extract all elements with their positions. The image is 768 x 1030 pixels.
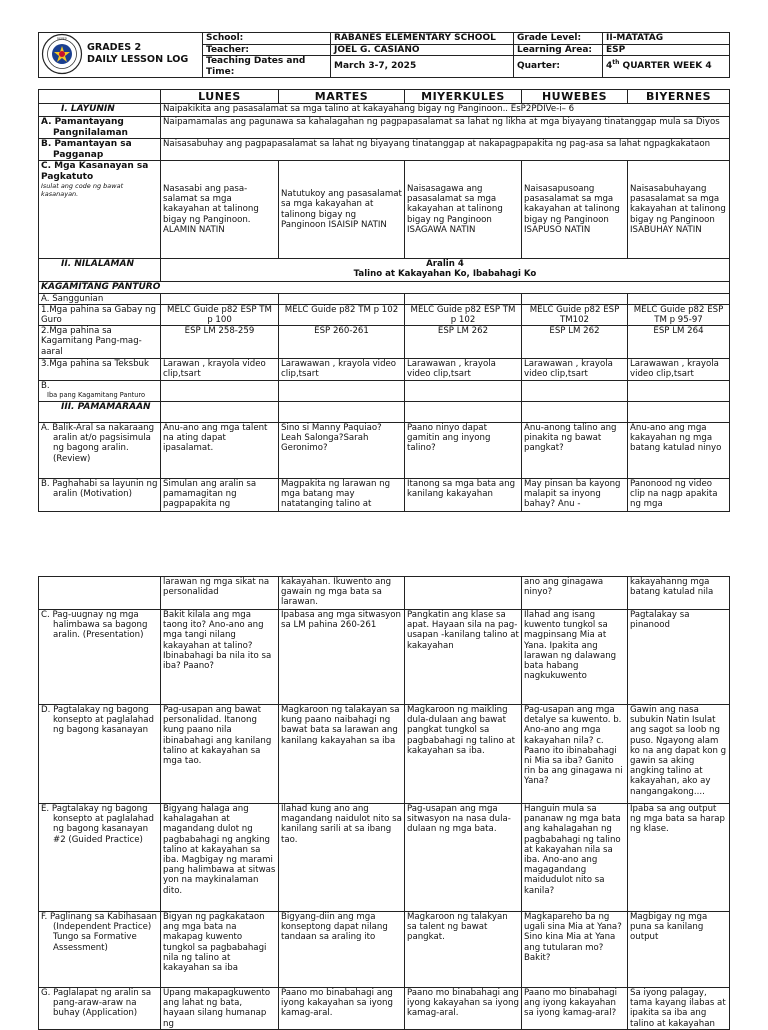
svg-text:DEPED: DEPED bbox=[56, 36, 68, 41]
teksbuk-label: 3.Mga pahina sa Teksbuk bbox=[39, 359, 161, 380]
kasanayan-note: Isulat ang code ng bawat kasanayan. bbox=[41, 182, 124, 198]
lm-biyernes: ESP LM 264 bbox=[628, 326, 730, 359]
kasanayan-label-cell bbox=[39, 161, 161, 259]
paghahabi-biyernes: Panonood ng video clip na nagp apakita ng mga bbox=[628, 478, 730, 511]
pamantayan-sa-pagganap-label: B. Pamantayan sa Pagganap bbox=[39, 139, 161, 161]
teksbuk-lunes: Larawan , krayola video clip,tsart bbox=[161, 359, 279, 380]
pagtalakay-1-lunes: Pag-usapan ang bawat personalidad. Itanong kung paano nila ibinabahagi ang kanilang talino at kakayahan sa mga tao. bbox=[161, 705, 279, 804]
gabay-martes: MELC Guide p82 TM p 102 bbox=[279, 304, 405, 325]
paglinang-biyernes: Magbigay ng mga puna sa kanilang output bbox=[628, 912, 730, 988]
balik-aral-biyernes: Anu-ano ang mga kakayahan ng mga batang katulad ninyo bbox=[628, 422, 730, 478]
log-title bbox=[83, 42, 188, 65]
pagtalakay-1-label: D. Pagtalakay ng bagong konsepto at paglalahad ng bagong kasanayan bbox=[39, 705, 161, 804]
learning-area-value: ESP bbox=[603, 44, 730, 56]
layunin-title: I. LAYUNIN bbox=[39, 104, 161, 117]
gabay-miyerkules: MELC Guide p82 ESP TM p 102 bbox=[405, 304, 522, 325]
kasanayan-lunes: Nasasabi ang pasa-salamat sa mga kakayahan at talinong bigay ng Panginoon. ALAMIN NATIN bbox=[161, 161, 279, 259]
teacher-value: JOEL G. CASIANO bbox=[331, 44, 514, 56]
layunin-text: Naipakikita ang pasasalamat sa mga talino at kakayahang bigay ng Panginoon.. EsP2PDIVe-i– 6 bbox=[161, 104, 730, 117]
pagtalakay-2-biyernes: Ipaba sa ang output ng mga bata sa harap ng klase. bbox=[628, 804, 730, 912]
aralin-number: Aralin 4 bbox=[426, 259, 464, 269]
paghahabi-cont-martes: kakayahan. Ikuwento ang gawain ng mga bata sa larawan. bbox=[279, 577, 405, 610]
iba-pang-kagamitan-label: Iba pang Kagamitang Panturo bbox=[47, 390, 146, 399]
pagtalakay-2-martes: Ilahad kung ano ang magandang naidulot nito sa kanilang sarili at sa ibang tao. bbox=[279, 804, 405, 912]
pagtalakay-2-lunes: Bigyang halaga ang kahalagahan at magandang dulot ng pagbabahagi ng angking talino at kakayahan sa iba. Magbigay ng marami pang halimbawa at sitwas yon na maykinalaman dito. bbox=[161, 804, 279, 912]
grade-level-label: Grade Level: bbox=[514, 33, 603, 45]
grades-line: GRADES 2 bbox=[87, 42, 142, 54]
paghahabi-cont-miyerkules bbox=[405, 577, 522, 610]
pagtalakay-1-huwebes: Pag-usapan ang mga detalye sa kuwento. b. Ano-ano ang mga kakayahan nila? c. Paano ito ibinabahagi ni Mia sa iba? Ganito rin ba ang ginagawa ni Yana? bbox=[522, 705, 628, 804]
paglalapat-label: G. Paglalapat ng aralin sa pang-araw-araw na buhay (Application) bbox=[39, 988, 161, 1030]
paglinang-huwebes: Magkapareho ba ng ugali sina Mia at Yana? Sino kina Mia at Yana ang tutularan mo? Bakit? bbox=[522, 912, 628, 988]
pag-uugnay-label: C. Pag-uugnay ng mga halimbawa sa bagong aralin. (Presentation) bbox=[39, 610, 161, 705]
kasanayan-label: C. Mga Kasanayan sa Pagkatuto bbox=[41, 161, 149, 182]
pag-uugnay-lunes: Bakit kilala ang mga taong ito? Ano-ano ang mga tangi nilang kakayahan at talino? Ibinabahagi ba nila ito sa iba? Paano? bbox=[161, 610, 279, 705]
aralin-title: Talino at Kakayahan Ko, Ibabahagi Ko bbox=[353, 269, 537, 280]
paglinang-lunes: Bigyan ng pagkakataon ang mga bata na makapag kuwento tungkol sa pagbabahagi nila ng talino at kakayahan sa iba bbox=[161, 912, 279, 988]
quarter-value: 4th QUARTER WEEK 4 bbox=[603, 56, 730, 78]
pagtalakay-2-miyerkules: Pag-usapan ang mga sitwasyon na nasa dula-dulaan ng mga bata. bbox=[405, 804, 522, 912]
school-label: School: bbox=[203, 33, 331, 45]
paglalapat-miyerkules: Paano mo binabahagi ang iyong kakayahan sa iyong kamag-aral. bbox=[405, 988, 522, 1030]
daily-lesson-log-line: DAILY LESSON LOG bbox=[87, 54, 189, 65]
kagamitang-pang-mag-aaral-label: 2.Mga pahina sa Kagamitang Pang-mag-aaral bbox=[39, 326, 161, 359]
paghahabi-label: B. Paghahabi sa layunin ng aralin (Motivation) bbox=[39, 478, 161, 511]
paghahabi-martes: Magpakita ng larawan ng mga batang may natatanging talino at bbox=[279, 478, 405, 511]
balik-aral-lunes: Anu-ano ang mga talent na ating dapat ipasalamat. bbox=[161, 422, 279, 478]
quarter-label: Quarter: bbox=[514, 56, 603, 78]
nilalaman-title: II. NILALAMAN bbox=[39, 259, 161, 282]
kasanayan-miyerkules: Naisasagawa ang pasasalamat sa mga kakayahan at talinong bigay ng Panginoon ISAGAWA NATIN bbox=[405, 161, 522, 259]
day-martes: MARTES bbox=[279, 90, 405, 104]
school-value: RABANES ELEMENTARY SCHOOL bbox=[331, 33, 514, 45]
lm-martes: ESP 260-261 bbox=[279, 326, 405, 359]
lm-lunes: ESP LM 258-259 bbox=[161, 326, 279, 359]
kasanayan-biyernes: Naisasabuhayang pasasalamat sa mga kakayahan at talinong bigay ng Panginoon ISABUHAY NATIN bbox=[628, 161, 730, 259]
pamantayang-pangnilalaman-text: Naipamamalas ang pagunawa sa kahalagahan ng pagpapasalamat sa lahat ng likha at mga biyayang tinatanggap mula sa Diyos bbox=[161, 117, 730, 139]
pag-uugnay-martes: Ipabasa ang mga sitwasyon sa LM pahina 260-261 bbox=[279, 610, 405, 705]
dates-value: March 3-7, 2025 bbox=[331, 56, 514, 78]
balik-aral-huwebes: Anu-anong talino ang pinakita ng bawat pangkat? bbox=[522, 422, 628, 478]
nilalaman-text bbox=[161, 259, 730, 282]
paglalapat-martes: Paano mo binabahagi ang iyong kakayahan sa iyong kamag-aral. bbox=[279, 988, 405, 1030]
gabay-ng-guro-label: 1.Mga pahina sa Gabay ng Guro bbox=[39, 304, 161, 325]
header-logo-cell bbox=[39, 33, 203, 78]
pag-uugnay-huwebes: Ilahad ang isang kuwento tungkol sa magpinsang Mia at Yana. Ipakita ang larawan ng dalawang bata habang nagkukuwento bbox=[522, 610, 628, 705]
pamantayang-pangnilalaman-label: A. Pamantayang Pangnilalaman bbox=[39, 117, 161, 139]
paglinang-miyerkules: Magkaroon ng talakyan sa talent ng bawat pangkat. bbox=[405, 912, 522, 988]
day-miyerkules: MIYERKULES bbox=[405, 90, 522, 104]
day-biyernes: BIYERNES bbox=[628, 90, 730, 104]
paglinang-label: F. Paglinang sa Kabihasaan (Independent Practice) Tungo sa Formative Assessment) bbox=[39, 912, 161, 988]
day-huwebes: HUWEBES bbox=[522, 90, 628, 104]
deped-seal-icon bbox=[41, 33, 83, 75]
lesson-log-page-2 bbox=[38, 576, 729, 1030]
gabay-huwebes: MELC Guide p82 ESP TM102 bbox=[522, 304, 628, 325]
balik-aral-miyerkules: Paano ninyo dapat gamitin ang inyong talino? bbox=[405, 422, 522, 478]
day-lunes: LUNES bbox=[161, 90, 279, 104]
lesson-table-page-1 bbox=[38, 89, 730, 512]
pamantayan-sa-pagganap-text: Naisasabuhay ang pagpapasalamat sa lahat ng biyayang tinatanggap at nakapagpapakita ng pag-asa sa lahat ngpagkakataon bbox=[161, 139, 730, 161]
dates-label: Teaching Dates and Time: bbox=[203, 56, 331, 78]
lesson-table-page-2 bbox=[38, 576, 730, 1030]
days-blank bbox=[39, 90, 161, 104]
paglalapat-huwebes: Paano mo binabahagi ang iyong kakayahan sa iyong kamag-aral? bbox=[522, 988, 628, 1030]
lm-huwebes: ESP LM 262 bbox=[522, 326, 628, 359]
kasanayan-huwebes: Naisasapusoang pasasalamat sa mga kakayahan at talinong bigay ng Panginoon ISAPUSO NATIN bbox=[522, 161, 628, 259]
pag-uugnay-miyerkules: Pangkatin ang klase sa apat. Hayaan sila na pag-usapan -kanilang talino at kakayahan bbox=[405, 610, 522, 705]
paghahabi-cont-huwebes: ano ang ginagawa ninyo? bbox=[522, 577, 628, 610]
pagtalakay-1-miyerkules: Magkaroon ng maikling dula-dulaan ang bawat pangkat tungkol sa pagbabahagi ng talino at kakayahan sa iba. bbox=[405, 705, 522, 804]
teacher-label: Teacher: bbox=[203, 44, 331, 56]
lm-miyerkules: ESP LM 262 bbox=[405, 326, 522, 359]
paglalapat-biyernes: Sa iyong palagay, tama kayang ilabas at ipakita sa iba ang talino at kakayahan bbox=[628, 988, 730, 1030]
paglinang-martes: Bigyang-diin ang mga konseptong dapat nilang tandaan sa araling ito bbox=[279, 912, 405, 988]
paghahabi-cont-lunes: larawan ng mga sikat na personalidad bbox=[161, 577, 279, 610]
balik-aral-martes: Sino si Manny Paquiao? Leah Salonga?Sarah Geronimo? bbox=[279, 422, 405, 478]
days-header-row bbox=[39, 90, 730, 104]
gabay-biyernes: MELC Guide p82 ESP TM p 95-97 bbox=[628, 304, 730, 325]
pagtalakay-2-huwebes: Hanguin mula sa pananaw ng mga bata ang kahalagahan ng pagbabahagi ng talino at kakayahan nila sa iba. Ano-ano ang magagandang maidudulot nito sa kanila? bbox=[522, 804, 628, 912]
grade-level-value: II-MATATAG bbox=[603, 33, 730, 45]
pagtalakay-1-biyernes: Gawin ang nasa subukin Natin Isulat ang sagot sa loob ng puso. Ngayong alam ko na ang dapat kon g gawin sa aking angking talino at kakayahan, ako ay nangangakong.... bbox=[628, 705, 730, 804]
paglalapat-lunes: Upang makapagkuwento ang lahat ng bata, hayaan silang humanap ng bbox=[161, 988, 279, 1030]
header-table bbox=[38, 32, 730, 78]
sanggunian-label: A. Sanggunian bbox=[39, 293, 161, 304]
teksbuk-martes: Larawawan , krayola video clip,tsart bbox=[279, 359, 405, 380]
pag-uugnay-biyernes: Pagtalakay sa pinanood bbox=[628, 610, 730, 705]
kasanayan-martes: Natutukoy ang pasasalamat sa mga kakayahan at talinong bigay ng Panginoon ISAISIP NATIN bbox=[279, 161, 405, 259]
pagtalakay-1-martes: Magkaroon ng talakayan sa kung paano naibahagi ng bawat bata sa larawan ang kanilang kakayahan sa iba bbox=[279, 705, 405, 804]
paghahabi-cont-biyernes: kakayahanng mga batang katulad nila bbox=[628, 577, 730, 610]
pagtalakay-2-label: E. Pagtalakay ng bagong konsepto at paglalahad ng bagong kasanayan #2 (Guided Practice) bbox=[39, 804, 161, 912]
paghahabi-miyerkules: Itanong sa mga bata ang kanilang kakayahan bbox=[405, 478, 522, 511]
pamamaraan-title: III. PAMAMARAAN bbox=[39, 401, 161, 422]
paghahabi-huwebes: May pinsan ba kayong malapit sa inyong bahay? Anu - bbox=[522, 478, 628, 511]
learning-area-label: Learning Area: bbox=[514, 44, 603, 56]
teksbuk-biyernes: Larawawan , krayola video clip,tsart bbox=[628, 359, 730, 380]
teksbuk-huwebes: Larawawan , krayola video clip,tsart bbox=[522, 359, 628, 380]
lesson-log-page-1 bbox=[38, 32, 729, 512]
balik-aral-label: A. Balik-Aral sa nakaraang aralin at/o pagsisimula ng bagong aralin. (Review) bbox=[39, 422, 161, 478]
kagamitan-title: KAGAMITANG PANTURO bbox=[39, 282, 730, 294]
iba-pang-kagamitan-prefix: B. bbox=[41, 380, 50, 391]
teksbuk-miyerkules: Larawawan , krayola video clip,tsart bbox=[405, 359, 522, 380]
gabay-lunes: MELC Guide p82 ESP TM p 100 bbox=[161, 304, 279, 325]
iba-pang-kagamitan-cell bbox=[39, 380, 161, 401]
paghahabi-lunes: Simulan ang aralin sa pamamagitan ng pagpapakita ng bbox=[161, 478, 279, 511]
